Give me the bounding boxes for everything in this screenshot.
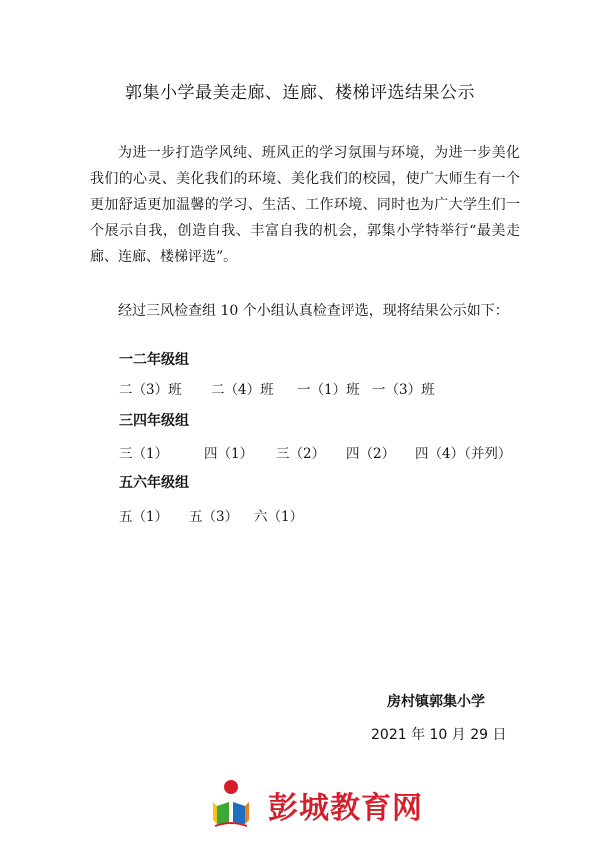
list-item: 六（1） (254, 509, 304, 525)
result-intro-paragraph: 经过三风检查组 10 个小组认真检查评选，现将结果公示如下： (118, 303, 509, 319)
group-heading-3-4: 三四年级组 (119, 413, 189, 429)
list-item: 四（4）（并列） (415, 446, 512, 462)
group-heading-1-2: 一二年级组 (119, 352, 189, 368)
list-item: 五（3） (189, 509, 239, 525)
list-item: 一（3）班 (372, 382, 435, 398)
list-item: 一（1）班 (297, 382, 360, 398)
list-item: 二（3）班 (119, 382, 182, 398)
list-item: 三（1） (119, 446, 169, 462)
list-item: 四（2） (346, 446, 396, 462)
group-heading-5-6: 五六年级组 (119, 475, 189, 491)
list-item: 二（4）班 (211, 382, 274, 398)
signature-date: 2021 年 10 月 29 日 (371, 727, 507, 743)
watermark-text: 彭城教育网 (268, 791, 423, 826)
page-title: 郭集小学最美走廊、连廊、楼梯评选结果公示 (125, 83, 475, 103)
winners-row-1-2 (0, 378, 600, 398)
signature-school: 房村镇郭集小学 (387, 694, 485, 710)
list-item: 五（1） (119, 509, 169, 525)
intro-paragraph: 为进一步打造学风纯、班风正的学习氛围与环境，为进一步美化我们的心灵、美化我们的环境、美化我们的校园，使广大师生有一个更加舒适更加温馨的学习、生活、工作环境、同时也为广大学生们一个展示自我，创造自我、丰富自我的机会，郭集小学特举行“最美走廊、连廊、楼梯评选”。 (90, 145, 520, 265)
winners-row-5-6 (0, 505, 600, 525)
list-item: 四（1） (204, 446, 254, 462)
winners-row-3-4 (0, 442, 600, 462)
list-item: 三（2） (276, 446, 326, 462)
